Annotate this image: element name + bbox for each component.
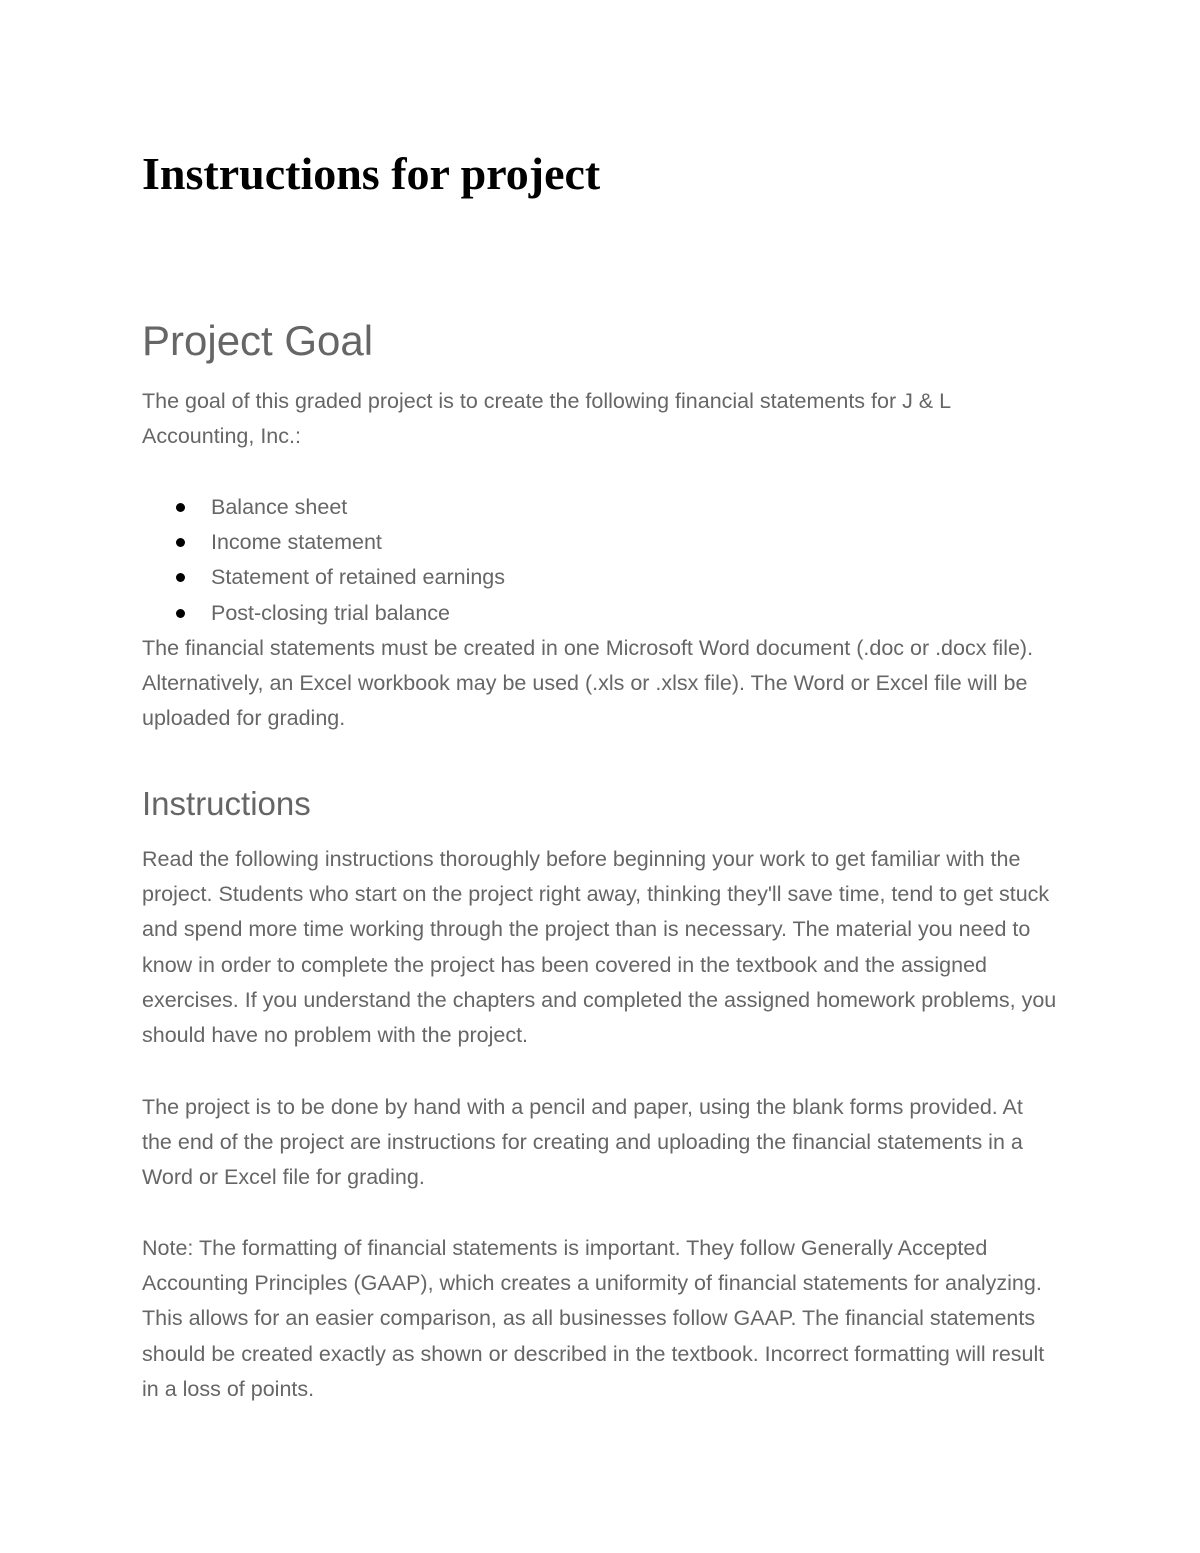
note-paragraph: Note: The formatting of financial statements is important. They follow Generally Accepted Accounting Principles (GAAP), which creates a uniformity of financial statements for analyzing. This allows for an easier comparison, as all businesses follow GAAP. The financial statements should be created exactly as shown or described in the textbook. Incorrect formatting will result in a loss of points. [142, 1236, 1045, 1401]
list-item [142, 525, 505, 560]
list-item [142, 596, 505, 631]
instructions-paragraph-by-hand: The project is to be done by hand with a pencil and paper, using the blank forms provided. At the end of the project are instructions for creating and uploading the financial statements in a Word or Excel file for grading. [142, 1095, 1023, 1190]
list-item-label: Balance sheet [211, 495, 348, 519]
bullet-icon [176, 503, 185, 512]
instructions-paragraph-read: Read the following instructions thoroughly before beginning your work to get familiar with the project. Students who start on the project right away, thinking they'll save time, tend to get stuck and spend more time working through the project than is necessary. The material you need to know in order to complete the project has been covered in the textbook and the assigned exercises. If you understand the chapters and completed the assigned homework problems, you should have no problem with the project. [142, 847, 1057, 1048]
bullet-icon [176, 538, 185, 547]
list-item [142, 560, 505, 595]
instructions-heading: Instructions [142, 785, 311, 822]
list-item [142, 490, 505, 525]
bullet-icon [176, 609, 185, 618]
project-goal-heading: Project Goal [142, 317, 374, 364]
project-goal-text: The goal of this graded project is to create the following financial statements for J & L Accounting, Inc.: [142, 389, 951, 449]
statements-list [142, 490, 505, 631]
file-format-paragraph: The financial statements must be created in one Microsoft Word document (.doc or .docx file). Alternatively, an Excel workbook may be used (.xls or .xlsx file). The Word or Excel file will be uploaded for grading. [142, 636, 1034, 731]
list-item-label: Statement of retained earnings [211, 565, 506, 590]
list-item-label: Post-closing trial balance [211, 600, 451, 625]
list-item-label: Income statement [211, 530, 382, 555]
document-title: Instructions for project [142, 148, 601, 199]
bullet-icon [176, 573, 185, 582]
